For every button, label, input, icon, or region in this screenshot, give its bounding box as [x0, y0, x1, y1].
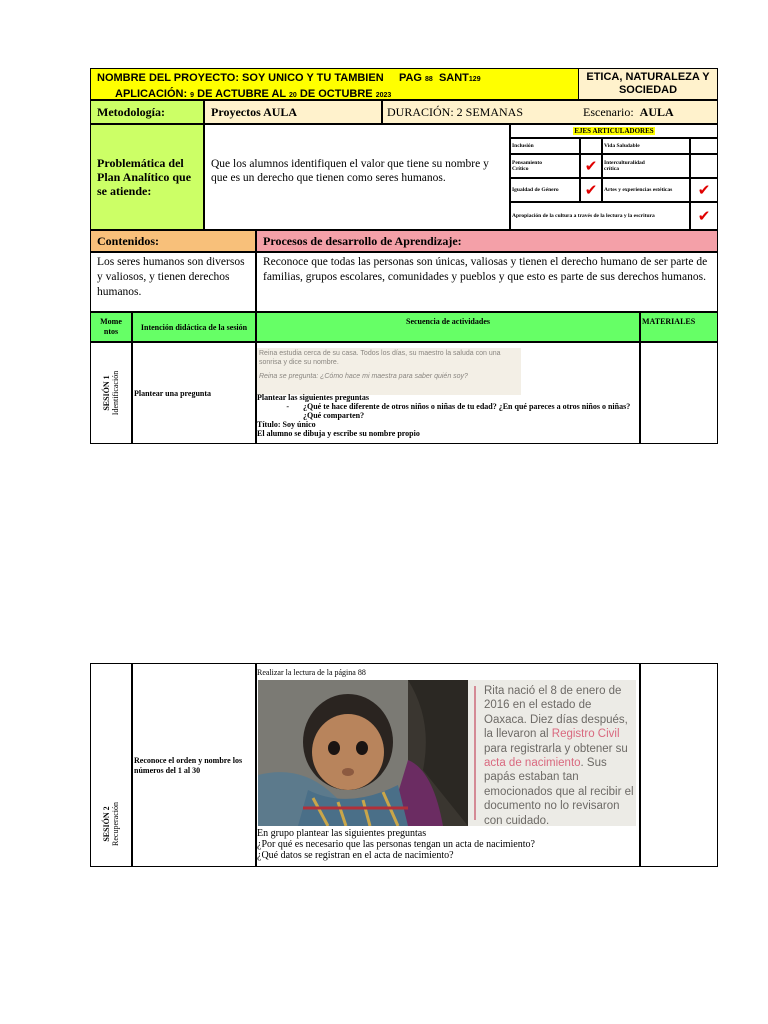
check-icon: ✔: [584, 157, 598, 175]
ejes-title: [510, 124, 718, 138]
sesion2-intencion-text: Reconoce el orden y nombre los números del 1 al 30: [134, 756, 243, 775]
project-name: NOMBRE DEL PROYECTO: SOY UNICO Y TU TAMBIEN: [97, 72, 384, 84]
sesion1-momento: [90, 342, 132, 444]
pda-label-text: Procesos de desarrollo de Aprendizaje:: [263, 233, 462, 248]
aplicacion-year: 2023: [375, 92, 392, 99]
problematica-label: [90, 124, 204, 230]
secuencia-header-text: Secuencia de actividades: [406, 317, 490, 326]
metodologia-value: [204, 100, 382, 124]
story-panel: [468, 680, 636, 826]
problematica-text-value: Que los alumnos identifiquen el valor que tiene su nombre y que es un derecho que tienen como seres humanos.: [211, 158, 489, 184]
book-excerpt: [257, 348, 521, 395]
eje-apropiacion-text: Apropiación de la cultura a través de la lectura y la escritura: [512, 213, 655, 219]
baby-illustration: [258, 680, 468, 826]
story-registro-civil: Registro Civil: [551, 728, 620, 741]
problematica-label-text: Problemática del Plan Analítico que se atiende:: [97, 156, 192, 198]
check-icon: ✔: [584, 181, 598, 199]
eje-apropiacion-check: [690, 202, 718, 230]
aplicacion-range: DE ACTUBRE AL: [197, 88, 286, 100]
problematica-text: [204, 124, 510, 230]
eje-inclusion-check: [580, 138, 602, 154]
pag-label: PAG: [398, 72, 422, 84]
aplicacion-month: DE OCTUBRE: [299, 88, 373, 100]
project-header: [90, 68, 579, 100]
check-icon: ✔: [697, 207, 711, 225]
pag-number: 88: [425, 76, 433, 83]
pda-text: [256, 252, 718, 312]
check-icon: ✔: [697, 181, 711, 199]
sesion1-titulo: Título: Soy único: [257, 420, 316, 429]
escenario-label: Escenario:: [583, 104, 634, 119]
aplicacion-day-start: 9: [190, 92, 195, 99]
sesion1-intencion-text: Plantear una pregunta: [134, 389, 212, 398]
eje-inclusion-text: Inclusión: [512, 143, 534, 149]
eje-igualdad-check: [580, 178, 602, 202]
sesion1-materiales: [640, 342, 718, 444]
contenidos-label: [90, 230, 256, 252]
eje-interculturalidad: [602, 154, 690, 178]
momentos-header: [90, 312, 132, 342]
story-text-part2: para registrarla y obtener su: [484, 742, 628, 755]
sesion1-intencion: [132, 342, 256, 444]
book-excerpt-line1: Reina estudia cerca de su casa. Todos los días, su maestro la saluda con una sonrisa y dice su nombre.: [259, 350, 501, 366]
eje-vida-saludable: [602, 138, 690, 154]
metodologia-label-text: Metodología:: [97, 104, 165, 119]
eje-pensamiento-critico: [510, 154, 580, 178]
sesion1-sub-text: Identificación: [111, 370, 121, 416]
sesion2-materiales: [640, 663, 718, 867]
duracion-text: DURACIÓN: 2 SEMANAS: [387, 104, 524, 119]
bullet: -: [286, 402, 289, 411]
sesion2-questions: [257, 828, 637, 861]
eje-vida-saludable-text: Vida Saludable: [604, 143, 640, 149]
sant-number: 129: [468, 76, 481, 83]
sesion2-momento: [90, 663, 132, 867]
story-text: [484, 684, 634, 828]
sesion1-actividad: El alumno se dibuja y escribe su nombre propio: [257, 429, 420, 438]
project-title-line: [97, 71, 572, 87]
sesion2-question-1: ¿Por qué es necesario que las personas tengan un acta de nacimiento?: [257, 839, 535, 850]
sesion1-secuencia: [256, 342, 640, 444]
sesion1-question-item: [257, 402, 637, 420]
campo-formativo: [578, 68, 718, 100]
eje-igualdad-text: Igualdad de Género: [512, 187, 559, 193]
materiales-header: [640, 312, 718, 342]
escenario-value: AULA: [639, 104, 674, 119]
story-text-part3: . Sus papás estaban tan emocionados que al recibir el documento no lo revisaron con cuidado.: [484, 757, 634, 827]
eje-pensamiento-check: [580, 154, 602, 178]
eje-artes-text: Artes y experiencias estéticas: [604, 187, 673, 193]
duracion: [382, 100, 718, 124]
intencion-header-text: Intención didáctica de la sesión: [140, 322, 248, 332]
eje-interculturalidad-check: [690, 154, 718, 178]
pda-label: [256, 230, 718, 252]
sesion2-secuencia: [256, 663, 640, 867]
momentos-header-text: Mome ntos: [100, 317, 122, 336]
aplicacion-label: APLICACIÓN:: [115, 88, 188, 100]
baby-photo: [258, 680, 468, 826]
sesion2-sub-text: Recuperación: [111, 802, 121, 846]
sesion2-lectura-text: Realizar la lectura de la página 88: [257, 668, 366, 677]
sesion1-label: [102, 371, 120, 415]
materiales-header-text: MATERIALES: [642, 317, 696, 326]
intencion-header: [132, 312, 256, 342]
campo-text: ETICA, NATURALEZA Y SOCIEDAD: [586, 71, 710, 96]
sesion2-label: [102, 802, 120, 846]
story-text-part1: Rita nació el 8 de enero de 2016 en el estado de Oaxaca. Diez días después, la llevaron al: [484, 685, 628, 741]
eje-igualdad: [510, 178, 580, 202]
book-excerpt-line2: Reina se pregunta: ¿Cómo hace mi maestra para saber quién soy?: [259, 373, 468, 380]
eje-interculturalidad-text: Interculturalidad crítica: [604, 159, 645, 172]
sesion2-lectura: [257, 668, 366, 677]
sesion2-intencion: [132, 663, 256, 867]
contenidos-text-value: Los seres humanos son diversos y valiosos, y tienen derechos humanos.: [97, 256, 245, 298]
sesion2-grupo: En grupo plantear las siguientes preguntas: [257, 828, 427, 839]
aplicacion-day-end: 20: [289, 92, 297, 99]
eje-vida-saludable-check: [690, 138, 718, 154]
contenidos-text: [90, 252, 256, 312]
sesion2-question-2: ¿Qué datos se registran en el acta de nacimiento?: [257, 850, 454, 861]
eje-artes-check: [690, 178, 718, 202]
contenidos-label-text: Contenidos:: [97, 233, 160, 248]
sesion2-label-text: SESIÓN 2: [102, 806, 112, 842]
story-acta: acta de nacimiento: [484, 757, 581, 770]
sesion1-label-text: SESIÓN 1: [102, 375, 112, 411]
metodologia-value-text: Proyectos AULA: [211, 104, 298, 119]
sant-label: SANT: [438, 72, 469, 84]
sesion1-preguntas-title: Plantear las siguientes preguntas: [257, 393, 369, 402]
sesion1-question-text: ¿Qué te hace diferente de otros niños o niñas de tu edad? ¿En qué pareces a otros niños o niñas? ¿Qué comparten?: [303, 402, 631, 420]
secuencia-header: [256, 312, 640, 342]
story-accent-bar: [474, 686, 476, 820]
eje-apropiacion: [510, 202, 690, 230]
sesion1-instructions: [257, 393, 637, 438]
metodologia-label: [90, 100, 204, 124]
pda-text-value: Reconoce que todas las personas son únicas, valiosas y tienen el derecho humano de ser parte de familias, grupos escolares, comunidades y pueblos y que esto es parte de sus derechos humanos.: [263, 256, 708, 283]
ejes-title-text: EJES ARTICULADORES: [574, 127, 654, 135]
eje-inclusion: [510, 138, 580, 154]
eje-artes: [602, 178, 690, 202]
eje-pensamiento-text: Pensamiento Crítico: [512, 159, 542, 172]
